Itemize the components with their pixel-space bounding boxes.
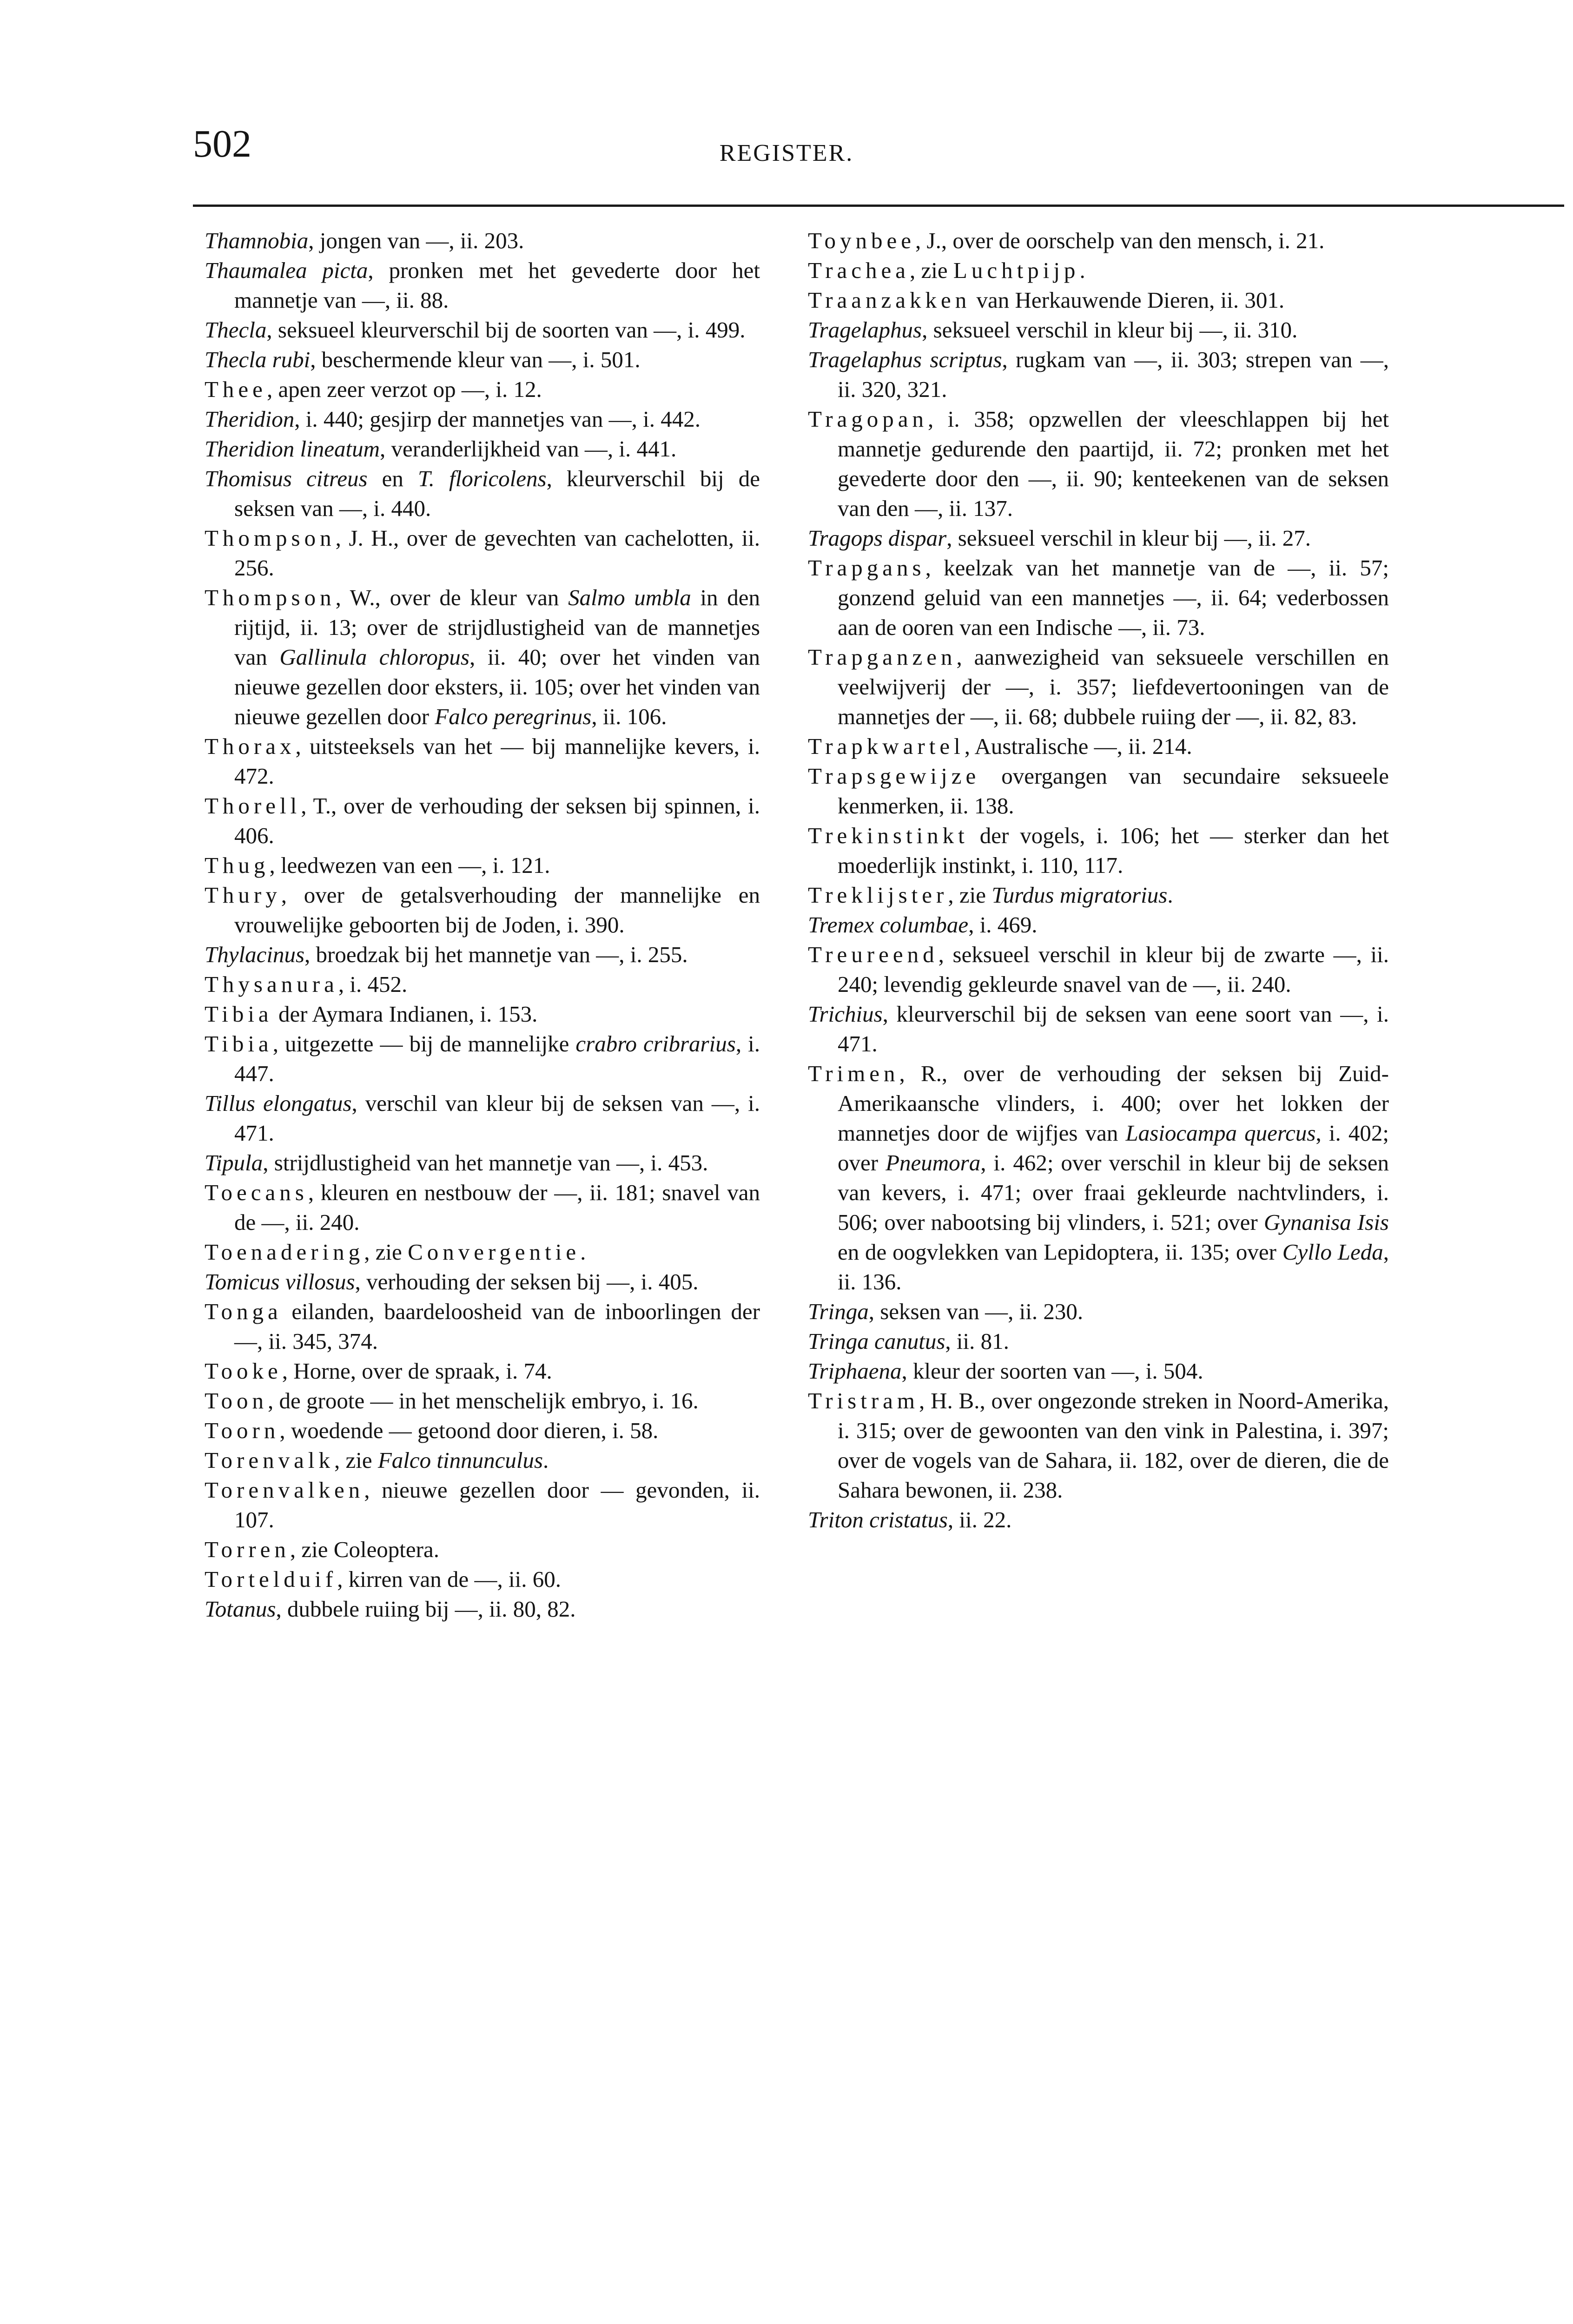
entry-text: . — [1079, 257, 1085, 283]
index-entry — [808, 999, 1389, 1059]
entry-keyword: Trapkwartel — [808, 733, 965, 759]
entry-italic-term: Tringa — [808, 1299, 869, 1324]
index-entry — [205, 1565, 760, 1594]
entry-italic-term: Pneumora — [886, 1150, 981, 1175]
entry-italic-term: Theridion lineatum — [205, 436, 380, 462]
entry-text: , seksen van —, ii. 230. — [868, 1299, 1084, 1324]
entry-italic-term: Falco tinnunculus — [377, 1447, 543, 1473]
index-entry — [205, 1356, 760, 1386]
entry-italic-term: Falco peregrinus — [435, 704, 592, 729]
entry-keyword: Thug — [205, 852, 270, 878]
entry-italic-term: Tragelaphus — [808, 317, 922, 343]
entry-text: , verhouding der seksen bij —, i. 405. — [355, 1269, 699, 1294]
entry-keyword: Tibia — [205, 1001, 273, 1027]
index-entry — [205, 464, 760, 523]
entry-text: . — [1167, 882, 1173, 908]
entry-keyword: Trimen — [808, 1061, 899, 1086]
index-entry — [205, 1297, 760, 1356]
entry-keyword: Treklijster — [808, 882, 948, 908]
entry-text: , kleur der soorten van —, i. 504. — [901, 1358, 1203, 1384]
index-entry — [205, 1475, 760, 1535]
index-entry — [205, 434, 760, 464]
entry-text: en de oogvlekken van Lepidoptera, ii. 135; over — [838, 1239, 1282, 1265]
index-entry — [205, 1386, 760, 1416]
entry-text: . — [580, 1239, 586, 1265]
entry-keyword: Toon — [205, 1388, 268, 1413]
entry-keyword: Thee — [205, 376, 267, 402]
index-entry — [808, 553, 1389, 642]
index-entry — [205, 1237, 760, 1267]
entry-italic-term: Triphaena — [808, 1358, 902, 1384]
entry-italic-term: Salmo umbla — [568, 585, 691, 610]
entry-text: , zie — [948, 882, 992, 908]
index-entry — [808, 940, 1389, 999]
entry-text: in den rijtijd, ii. 13; over de strijdlustigheid van de mannetjes van — [234, 585, 760, 670]
entry-keyword: Toecans — [205, 1180, 308, 1205]
entry-text: . — [543, 1447, 549, 1473]
index-entry — [205, 999, 760, 1029]
entry-italic-term: Lasiocampa quercus — [1125, 1120, 1316, 1146]
entry-text: , zie Coleoptera. — [290, 1537, 439, 1562]
entry-text: , ii. 106. — [591, 704, 667, 729]
entry-italic-term: Turdus migratorius — [991, 882, 1168, 908]
entry-keyword: Thompson — [205, 525, 336, 551]
index-entry — [205, 732, 760, 791]
entry-keyword: Thury — [205, 882, 281, 908]
entry-italic-term: Tipula — [205, 1150, 263, 1175]
entry-keyword: Trachea — [808, 257, 910, 283]
index-entry — [205, 851, 760, 880]
entry-text: , zie — [910, 257, 953, 283]
entry-keyword: Trapgans — [808, 555, 925, 581]
index-entry — [808, 1059, 1389, 1297]
index-entry — [205, 1535, 760, 1565]
index-entry — [205, 940, 760, 970]
index-entry — [808, 761, 1389, 821]
index-entry — [808, 285, 1389, 315]
entry-text: , i. 469. — [968, 912, 1038, 938]
entry-text: der Aymara Indianen, i. 153. — [272, 1001, 538, 1027]
entry-text: , uitsteeksels van het — bij mannelijke kevers, i. 472. — [234, 733, 760, 789]
entry-keyword: Traanzakken — [808, 287, 971, 313]
entry-text: , ii. 40; over het vinden van nieuwe gezellen door eksters, ii. 105; over het vinden van nieuwe gezellen door — [234, 644, 760, 729]
entry-text: , i. 402; over — [838, 1120, 1389, 1175]
entry-text: , leedwezen van een —, i. 121. — [269, 852, 550, 878]
entry-text: , i. 447. — [234, 1031, 760, 1086]
index-entry — [808, 404, 1389, 523]
index-entry — [808, 821, 1389, 880]
entry-italic-term: Thamnobia — [205, 228, 309, 253]
entry-text: , beschermende kleur van —, i. 501. — [310, 347, 641, 372]
entry-text: , verschil van kleur bij de seksen van —, i. 471. — [234, 1090, 760, 1146]
entry-keyword: Treureend — [808, 942, 939, 967]
entry-keyword: Tragopan — [808, 406, 928, 432]
entry-text: , J. H., over de gevechten van cachelotten, ii. 256. — [234, 525, 760, 581]
index-entry — [205, 1029, 760, 1089]
entry-keyword: Torenvalken — [205, 1477, 364, 1503]
index-entry — [205, 256, 760, 315]
index-entry — [808, 732, 1389, 761]
entry-keyword: Toorn — [205, 1418, 280, 1443]
entry-text: , zie — [364, 1239, 408, 1265]
entry-italic-term: Cyllo Leda — [1282, 1239, 1383, 1265]
entry-keyword: Torren — [205, 1537, 290, 1562]
index-entry — [808, 256, 1389, 285]
entry-keyword: Tristram — [808, 1388, 919, 1413]
entry-keyword: Tonga — [205, 1299, 282, 1324]
entry-italic-term: Gallinula chloropus — [279, 644, 469, 670]
index-entry — [205, 1267, 760, 1297]
entry-italic-term: Thaumalea picta — [205, 257, 368, 283]
entry-italic-term: Tragops dispar — [808, 525, 947, 551]
right-column — [808, 226, 1389, 1535]
entry-italic-term: Thomisus citreus — [205, 466, 368, 491]
entry-text: , kirren van de —, ii. 60. — [337, 1566, 561, 1592]
entry-keyword: Torenvalk — [205, 1447, 334, 1473]
entry-italic-term: Triton cristatus — [808, 1507, 948, 1532]
entry-text: , H. B., over ongezonde streken in Noord-Amerika, i. 315; over de gewoonten van den vink in Palestina, i. 397; over de vogels van de Sahara, ii. 182, over de dieren, die de Sahara bewonen, ii. 238. — [838, 1388, 1389, 1503]
index-entry — [808, 1327, 1389, 1356]
index-entry — [808, 1297, 1389, 1327]
entry-text: , aanwezigheid van seksueele verschillen en veelwijverij der —, i. 357; liefdevertooningen van de mannetjes der —, ii. 68; dubbele ruiing der —, ii. 82, 83. — [838, 644, 1389, 729]
index-entry — [808, 345, 1389, 404]
entry-text: , Horne, over de spraak, i. 74. — [282, 1358, 552, 1384]
header-rule — [193, 205, 1564, 207]
entry-text: , dubbele ruiing bij —, ii. 80, 82. — [276, 1596, 576, 1622]
entry-text: , i. 358; opzwellen der vleeschlappen bij het mannetje gedurende den paartijd, ii. 72; pronken met het gevederte door den —, ii. 90; kenteekenen van de seksen van den —, ii. 137. — [838, 406, 1389, 521]
entry-text: , R., over de verhouding der seksen bij Zuid-Amerikaansche vlinders, i. 400; over het lokken der mannetjes door de wijfjes van — [838, 1061, 1389, 1146]
index-entry — [205, 404, 760, 434]
entry-italic-term: Tillus elongatus — [205, 1090, 352, 1116]
index-entry — [205, 315, 760, 345]
entry-text: , seksueel verschil in kleur bij —, ii. 310. — [922, 317, 1298, 343]
entry-text: , Australische —, ii. 214. — [964, 733, 1192, 759]
entry-italic-term: Thecla rubi — [205, 347, 311, 372]
entry-text: , W., over de kleur van — [335, 585, 568, 610]
entry-text: , ii. 81. — [945, 1328, 1009, 1354]
entry-text: eilanden, baardeloosheid van de inboorlingen der —, ii. 345, 374. — [234, 1299, 760, 1354]
entry-italic-term: Tringa canutus — [808, 1328, 945, 1354]
entry-text: , seksueel verschil in kleur bij de zwarte —, ii. 240; levendig gekleurde snavel van de —, ii. 240. — [838, 942, 1389, 997]
index-entry — [808, 1386, 1389, 1505]
index-entry — [808, 910, 1389, 940]
index-entry — [808, 1505, 1389, 1535]
entry-italic-term: Theridion — [205, 406, 295, 432]
entry-keyword: Tibia — [205, 1031, 273, 1056]
entry-keyword: Tooke — [205, 1358, 282, 1384]
entry-italic-term: Thecla — [205, 317, 267, 343]
entry-text: , kleurverschil bij de seksen van —, i. 440. — [234, 466, 760, 521]
index-entry — [205, 1089, 760, 1148]
entry-text: , strijdlustigheid van het mannetje van —, i. 453. — [263, 1150, 708, 1175]
index-entry — [205, 1446, 760, 1475]
index-entry — [205, 1178, 760, 1237]
entry-text: , de groote — in het menschelijk embryo, i. 16. — [268, 1388, 699, 1413]
entry-text: , keelzak van het mannetje van de —, ii. 57; gonzend geluid van een mannetjes —, ii. 64; vederbossen aan de ooren van een Indische —, ii. 73. — [838, 555, 1389, 640]
index-entry — [205, 970, 760, 999]
index-entry — [205, 1594, 760, 1624]
entry-italic-term: crabro cribrarius — [575, 1031, 736, 1056]
index-entry — [205, 375, 760, 404]
entry-italic-term: Gynanisa Isis — [1263, 1209, 1389, 1235]
index-entry — [205, 345, 760, 375]
entry-text: overgangen van secundaire seksueele kenmerken, ii. 138. — [838, 763, 1389, 819]
entry-text: , ii. 22. — [947, 1507, 1012, 1532]
entry-text: , zie — [334, 1447, 378, 1473]
entry-keyword: Toenadering — [205, 1239, 364, 1265]
entry-text: , rugkam van —, ii. 303; strepen van —, ii. 320, 321. — [838, 347, 1389, 402]
entry-text: , ii. 136. — [838, 1239, 1389, 1294]
index-entry — [808, 226, 1389, 256]
entry-text: , veranderlijkheid van —, i. 441. — [380, 436, 677, 462]
entry-text: , uitgezette — bij de mannelijke — [272, 1031, 576, 1056]
index-entry — [808, 642, 1389, 732]
entry-keyword: Thysanura — [205, 971, 338, 997]
index-entry — [205, 583, 760, 732]
entry-text: , J., over de oorschelp van den mensch, i. 21. — [915, 228, 1325, 253]
index-entry — [205, 226, 760, 256]
entry-keyword: Luchtpijp — [953, 257, 1080, 283]
index-entry — [205, 880, 760, 940]
entry-italic-term: Thylacinus — [205, 942, 305, 967]
entry-text: , seksueel kleurverschil bij de soorten van —, i. 499. — [266, 317, 746, 343]
entry-text: , apen zeer verzot op —, i. 12. — [266, 376, 542, 402]
page-number: 502 — [193, 122, 251, 165]
entry-keyword: Trekinstinkt — [808, 823, 969, 848]
entry-text: , i. 462; over verschil in kleur bij de seksen van kevers, i. 471; over fraai gekleurde nachtvlinders, i. 506; over nabootsing bij vlinders, i. 521; over — [838, 1150, 1389, 1235]
entry-text: van Herkauwende Dieren, ii. 301. — [971, 287, 1285, 313]
entry-italic-term: T. floricolens — [418, 466, 547, 491]
index-entry — [205, 1416, 760, 1446]
index-entry — [808, 880, 1389, 910]
entry-keyword: Convergentie — [408, 1239, 581, 1265]
entry-italic-term: Tomicus villosus — [205, 1269, 355, 1294]
entry-text: , i. 440; gesjirp der mannetjes van —, i. 442. — [294, 406, 701, 432]
entry-text: , T., over de verhouding der seksen bij spinnen, i. 406. — [234, 793, 760, 848]
left-column — [205, 226, 760, 1624]
entry-keyword: Thorell — [205, 793, 301, 819]
index-entry — [808, 1356, 1389, 1386]
index-entry — [808, 315, 1389, 345]
entry-keyword: Trapganzen — [808, 644, 957, 670]
entry-keyword: Tortelduif — [205, 1566, 337, 1592]
entry-text: , kleuren en nestbouw der —, ii. 181; snavel van de —, ii. 240. — [234, 1180, 760, 1235]
entry-text: , i. 452. — [338, 971, 408, 997]
entry-keyword: Thorax — [205, 733, 296, 759]
entry-text: en — [367, 466, 418, 491]
index-entry — [205, 1148, 760, 1178]
entry-keyword: Trapsgewijze — [808, 763, 980, 789]
index-entry — [205, 523, 760, 583]
index-entry — [205, 791, 760, 851]
running-head: REGISTER. — [719, 140, 854, 166]
entry-italic-term: Totanus — [205, 1596, 276, 1622]
entry-keyword: Thompson — [205, 585, 336, 610]
index-entry — [808, 523, 1389, 553]
entry-text: , over de getalsverhouding der mannelijke en vrouwelijke geboorten bij de Joden, i. 390. — [234, 882, 760, 938]
entry-text: , woedende — getoond door dieren, i. 58. — [279, 1418, 659, 1443]
entry-italic-term: Tremex columbae — [808, 912, 969, 938]
entry-text: , pronken met het gevederte door het mannetje van —, ii. 88. — [234, 257, 760, 313]
entry-keyword: Toynbee — [808, 228, 916, 253]
entry-text: , nieuwe gezellen door — gevonden, ii. 107. — [234, 1477, 760, 1532]
entry-italic-term: Trichius — [808, 1001, 883, 1027]
entry-text: , jongen van —, ii. 203. — [308, 228, 524, 253]
entry-text: der vogels, i. 106; het — sterker dan het moederlijk instinkt, i. 110, 117. — [838, 823, 1389, 878]
entry-italic-term: Tragelaphus scriptus — [808, 347, 1002, 372]
entry-text: , broedzak bij het mannetje van —, i. 255. — [304, 942, 688, 967]
entry-text: , seksueel verschil in kleur bij —, ii. 27. — [946, 525, 1311, 551]
entry-text: , kleurverschil bij de seksen van eene soort van —, i. 471. — [838, 1001, 1389, 1056]
